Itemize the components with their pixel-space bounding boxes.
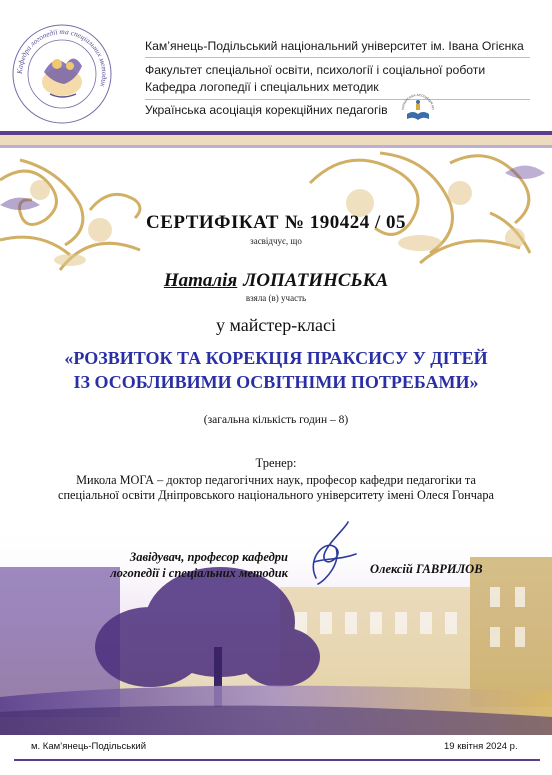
footer-divider xyxy=(14,759,540,761)
certificate-number: № 190424 / 05 xyxy=(284,212,407,233)
department-name: Кафедра логопедії і спеціальних методик xyxy=(145,80,379,94)
header-divider xyxy=(145,57,530,58)
participated-text: взяла (в) участь xyxy=(245,293,307,303)
masterclass-topic xyxy=(0,346,552,394)
gold-ornament-right xyxy=(300,143,552,278)
association-name: Українська асоціація корекційних педагогів xyxy=(145,103,388,117)
certificate-word: СЕРТИФІКАТ xyxy=(145,212,279,233)
issue-date: 19 квітня 2024 р. xyxy=(444,741,518,752)
recipient-name xyxy=(0,270,552,292)
event-type: у майстер-класі xyxy=(216,315,336,335)
position-line-1: Завідувач, професор кафедри xyxy=(129,550,288,564)
certifies-text: засвідчує, що xyxy=(250,236,302,246)
university-name: Кам’янець-Подільський національний університет ім. Івана Огієнка xyxy=(145,39,524,53)
header-divider xyxy=(145,99,530,100)
topic-line-1: «РОЗВИТОК ТА КОРЕКЦІЯ ПРАКСИСУ У ДІТЕЙ xyxy=(64,348,488,368)
certificate-title xyxy=(0,212,552,234)
signatory-position xyxy=(48,549,288,581)
faculty-name: Факультет спеціальної освіти, психології і соціальної роботи xyxy=(145,63,486,77)
logo-left-text: Кафедра логопедії та спеціальних методик xyxy=(14,26,110,88)
recipient-first-name: Наталія xyxy=(163,270,238,291)
trainer-label: Тренер: xyxy=(255,456,297,470)
logo-right-text: УКРАЇНСЬКА АСОЦІАЦІЯ КО xyxy=(400,92,436,111)
city-label: м. Кам’янець-Подільський xyxy=(31,741,147,752)
topic-line-2: ІЗ ОСОБЛИВИМИ ОСВІТНІМИ ПОТРЕБАМИ» xyxy=(73,372,479,392)
recipient-last-name: ЛОПАТИНСЬКА xyxy=(243,270,389,291)
handwritten-signature xyxy=(296,518,368,590)
position-line-2: логопедії і спеціальних методик xyxy=(110,566,288,580)
trainer-line-2: спеціальної освіти Дніпровського національного університету імені Олеся Гончара xyxy=(58,488,494,502)
department-logo xyxy=(10,22,114,126)
signatory-name: Олексій ГАВРИЛОВ xyxy=(370,562,483,576)
association-logo xyxy=(398,92,438,124)
total-hours: (загальна кількість годин – 8) xyxy=(203,414,349,426)
trainer-description xyxy=(20,473,532,503)
trainer-line-1: Микола МОГА – доктор педагогічних наук, професор кафедри педагогіки та xyxy=(76,473,476,487)
